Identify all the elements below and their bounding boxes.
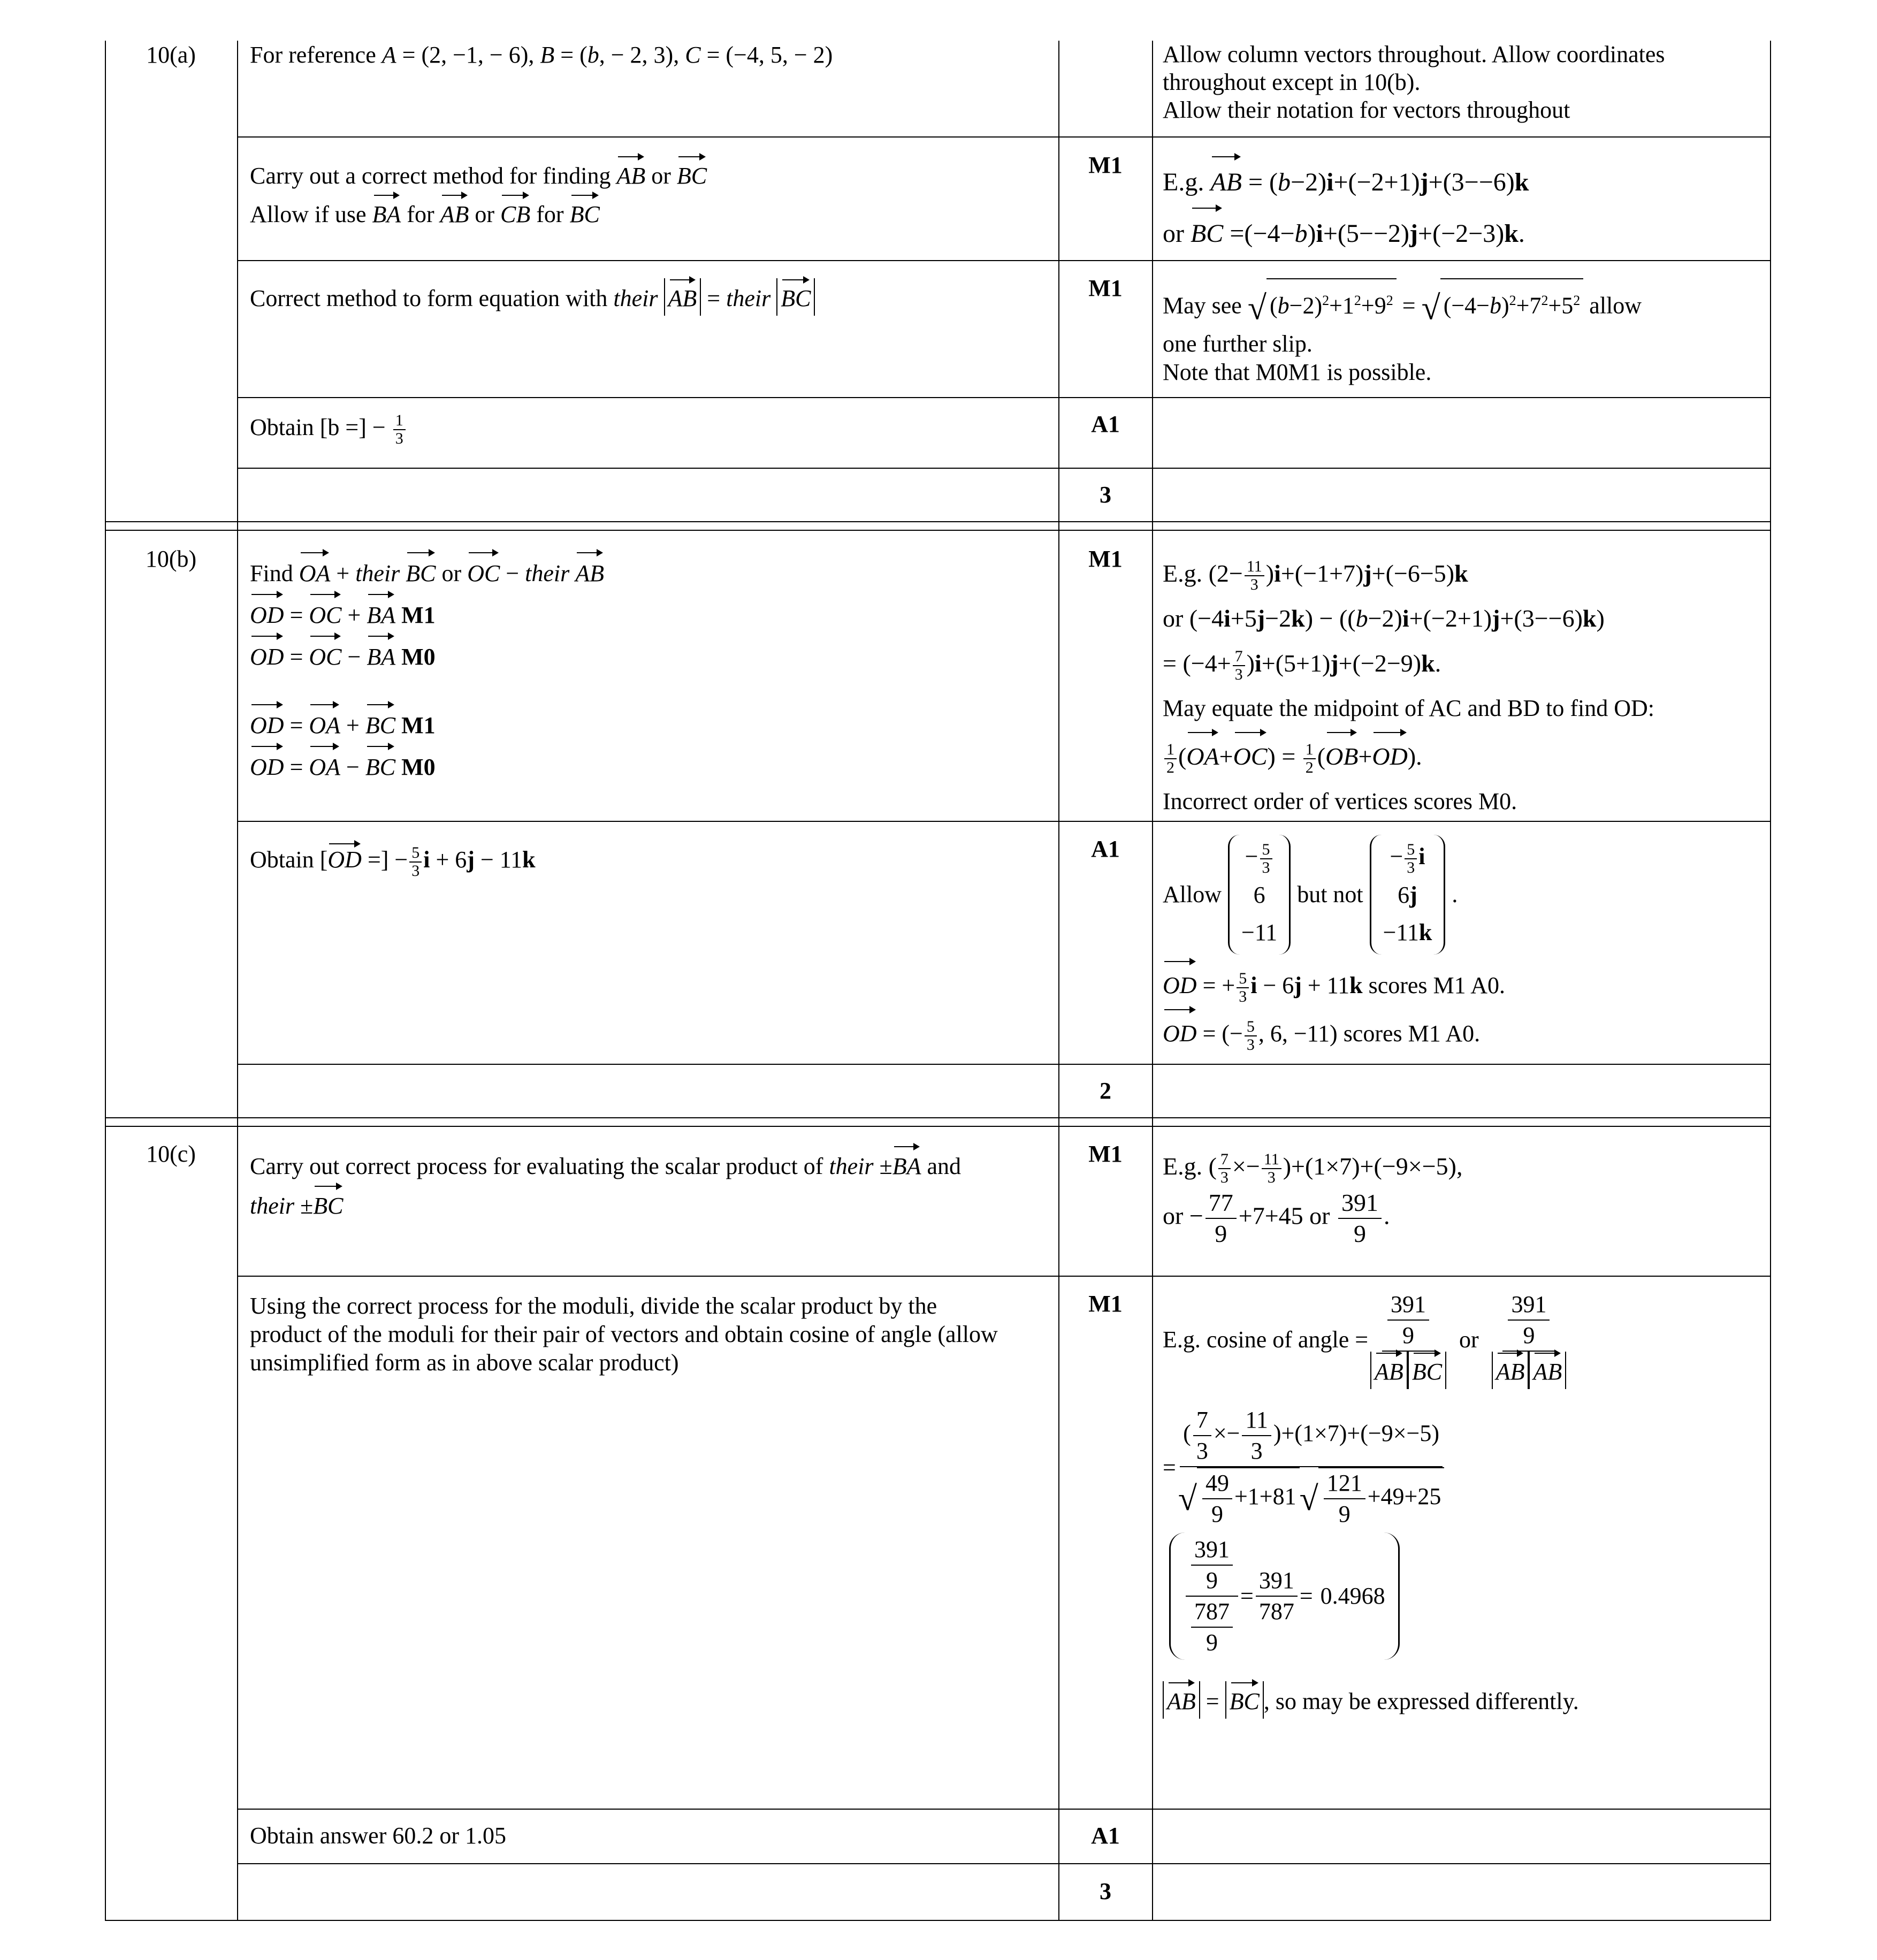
grid-line: [237, 1809, 1771, 1810]
guidance-cell: Find OA + their BC or OC − their AB OD = OC + BA M1 OD = OC − BA M0 OD = OA + BC M1 OD = OA − BC M0: [250, 551, 604, 787]
guidance-line: Using the correct process for the moduli, divide the scalar product by the: [250, 1293, 937, 1319]
guidance-line: product of the moduli for their pair of vectors and obtain cosine of angle (allow: [250, 1321, 998, 1347]
comment-line: Incorrect order of vertices scores M0.: [1163, 788, 1517, 814]
guidance-cell: Carry out correct process for evaluating the scalar product of their ±BA and their ±BC: [250, 1145, 961, 1224]
comment-line: , so may be expressed differently.: [1263, 1688, 1579, 1714]
comment-cell: May see √ $(b-2)^2+1^2+9^2$ = √ $(-4-b)^2+7^2+5^2$ allow one further slip. Note that M0M1 is possible.: [1163, 278, 1642, 386]
mark: M1: [1088, 1141, 1123, 1167]
mark: M1: [1088, 152, 1123, 178]
mark: A1: [1091, 836, 1120, 862]
comment-cell: E.g. AB = (b−2)i+(−2+1)j+(3−−6)k or BC =(−4−b)i+(5−−2)j+(−2−3)k.: [1163, 155, 1529, 258]
comment-line: Allow: [1163, 881, 1222, 908]
comment-line: Note that M0M1 is possible.: [1163, 359, 1432, 385]
question-number: 10(a): [146, 42, 196, 68]
comment-line: May equate the midpoint of AC and BD to find OD:: [1163, 695, 1654, 721]
grid-line: [1058, 41, 1059, 1921]
comment-cell: [1163, 41, 1665, 124]
grid-line: [237, 136, 1771, 138]
grid-line: [237, 1863, 1771, 1864]
guidance-line: Correct method to form equation with: [250, 285, 608, 311]
guidance-cell: [250, 1292, 998, 1377]
comment-line: scores M1 A0.: [1368, 972, 1506, 998]
grid-line: [237, 41, 238, 1921]
question-number: 10(c): [146, 1141, 196, 1167]
comment-line: Allow column vectors throughout. Allow coordinates: [1163, 41, 1665, 67]
grid-line: [237, 468, 1771, 469]
comment-line: but not: [1297, 881, 1363, 908]
comment-line: one further slip.: [1163, 330, 1313, 357]
grid-line: [105, 530, 1771, 531]
guidance-cell: Obtain [OD =] − $\frac{5}{3}$ i + 6j − 11k: [250, 842, 536, 880]
mark-total: 3: [1100, 482, 1111, 508]
guidance-line: Allow if use: [250, 201, 367, 227]
grid-line: [105, 1117, 1771, 1118]
reference-line: For reference A = (2, −1, − 6), B = (b, − 2, 3), C = (−4, 5, − 2): [250, 42, 833, 68]
mark: A1: [1091, 411, 1120, 437]
guidance-line: Obtain [b =] −: [250, 414, 386, 441]
comment-line: Allow their notation for vectors throughout: [1163, 97, 1570, 123]
mark-total: 3: [1100, 1878, 1111, 1904]
guidance-cell: Obtain [b =] − $\frac{1}{3}$: [250, 412, 407, 447]
grid-line: [237, 397, 1771, 398]
mark: M1: [1088, 546, 1123, 572]
comment-line: 0.4968: [1320, 1583, 1385, 1609]
guidance-line: Carry out a correct method for finding: [250, 163, 611, 189]
grid-line: [1770, 41, 1771, 1921]
guidance-line: unsimplified form as in above scalar product): [250, 1349, 679, 1376]
guidance-cell: Obtain answer 60.2 or 1.05: [250, 1822, 507, 1849]
grid-line: [237, 1276, 1771, 1277]
comment-cell: E.g. cosine of angle = $\frac{391}{9}$ AB BC or $\frac{391}{9}$ AB AB = ( $\frac{7}{3}$ ×− $\frac{11}{3}$ )+(1×7)+(−9×−5) √ $\frac{49}{9}$ +1+81√ $\frac{121}{9}$ +49+25 $\frac{\frac{391}{9}}{\frac{787}{9}}$ = $\frac{391}{787}$ = 0.4968 AB = BC , so may be expressed differently.: [1163, 1290, 1579, 1719]
grid-line: [105, 521, 1771, 522]
comment-line: throughout except in 10(b).: [1163, 69, 1421, 95]
question-number: 10(b): [145, 546, 197, 572]
grid-line: [105, 1920, 1771, 1921]
mark: M1: [1088, 1291, 1123, 1317]
guidance-cell: Carry out a correct method for finding AB or BC Allow if use BA for AB or CB for BC: [250, 155, 707, 232]
grid-line: [1152, 41, 1153, 1921]
comment-line: scores M1 A0.: [1343, 1020, 1481, 1047]
mark: A1: [1091, 1822, 1120, 1849]
mark: M1: [1088, 275, 1123, 301]
grid-line: [237, 1064, 1771, 1065]
mark-total: 2: [1100, 1078, 1111, 1104]
grid-line: [105, 1126, 1771, 1127]
comment-cell: E.g. ( $\frac{7}{3}$ ×− $\frac{11}{3}$ )+(1×7)+(−9×−5), or − $\frac{77}{9}$ +7+45 or $\frac{391}{9}$ .: [1163, 1150, 1463, 1247]
comment-cell: Allow − $\frac{5}{3}$ 6 −11 but not − $\frac{5}{3}$ i 6j −11k . OD = + $\frac{5}{3}$ i − 6j + 11k scores M1 A0. OD = (− $\frac{5}{3}$ , 6, −11) scores M1 A0.: [1163, 835, 1505, 1056]
grid-line: [237, 260, 1771, 261]
comment-line: allow: [1589, 292, 1642, 319]
grid-line: [105, 41, 106, 1921]
comment-line: E.g. cosine of angle =: [1163, 1326, 1369, 1353]
comment-cell: E.g. (2− $\frac{11}{3}$ )i+(−1+7)j+(−6−5)k or (−4i+5j−2k) − ((b−2)i+(−2+1)j+(3−−6)k) = (−4+ $\frac{7}{3}$ )i+(5+1)j+(−2−9)k. May equate the midpoint of AC and BD to find OD: $\frac{1}{2}$ (OA+OC) = $\frac{1}{2}$ (OB+OD). Incorrect order of vertices scores M0.: [1163, 551, 1654, 824]
guidance-cell: Correct method to form equation with their AB = their BC: [250, 278, 815, 316]
